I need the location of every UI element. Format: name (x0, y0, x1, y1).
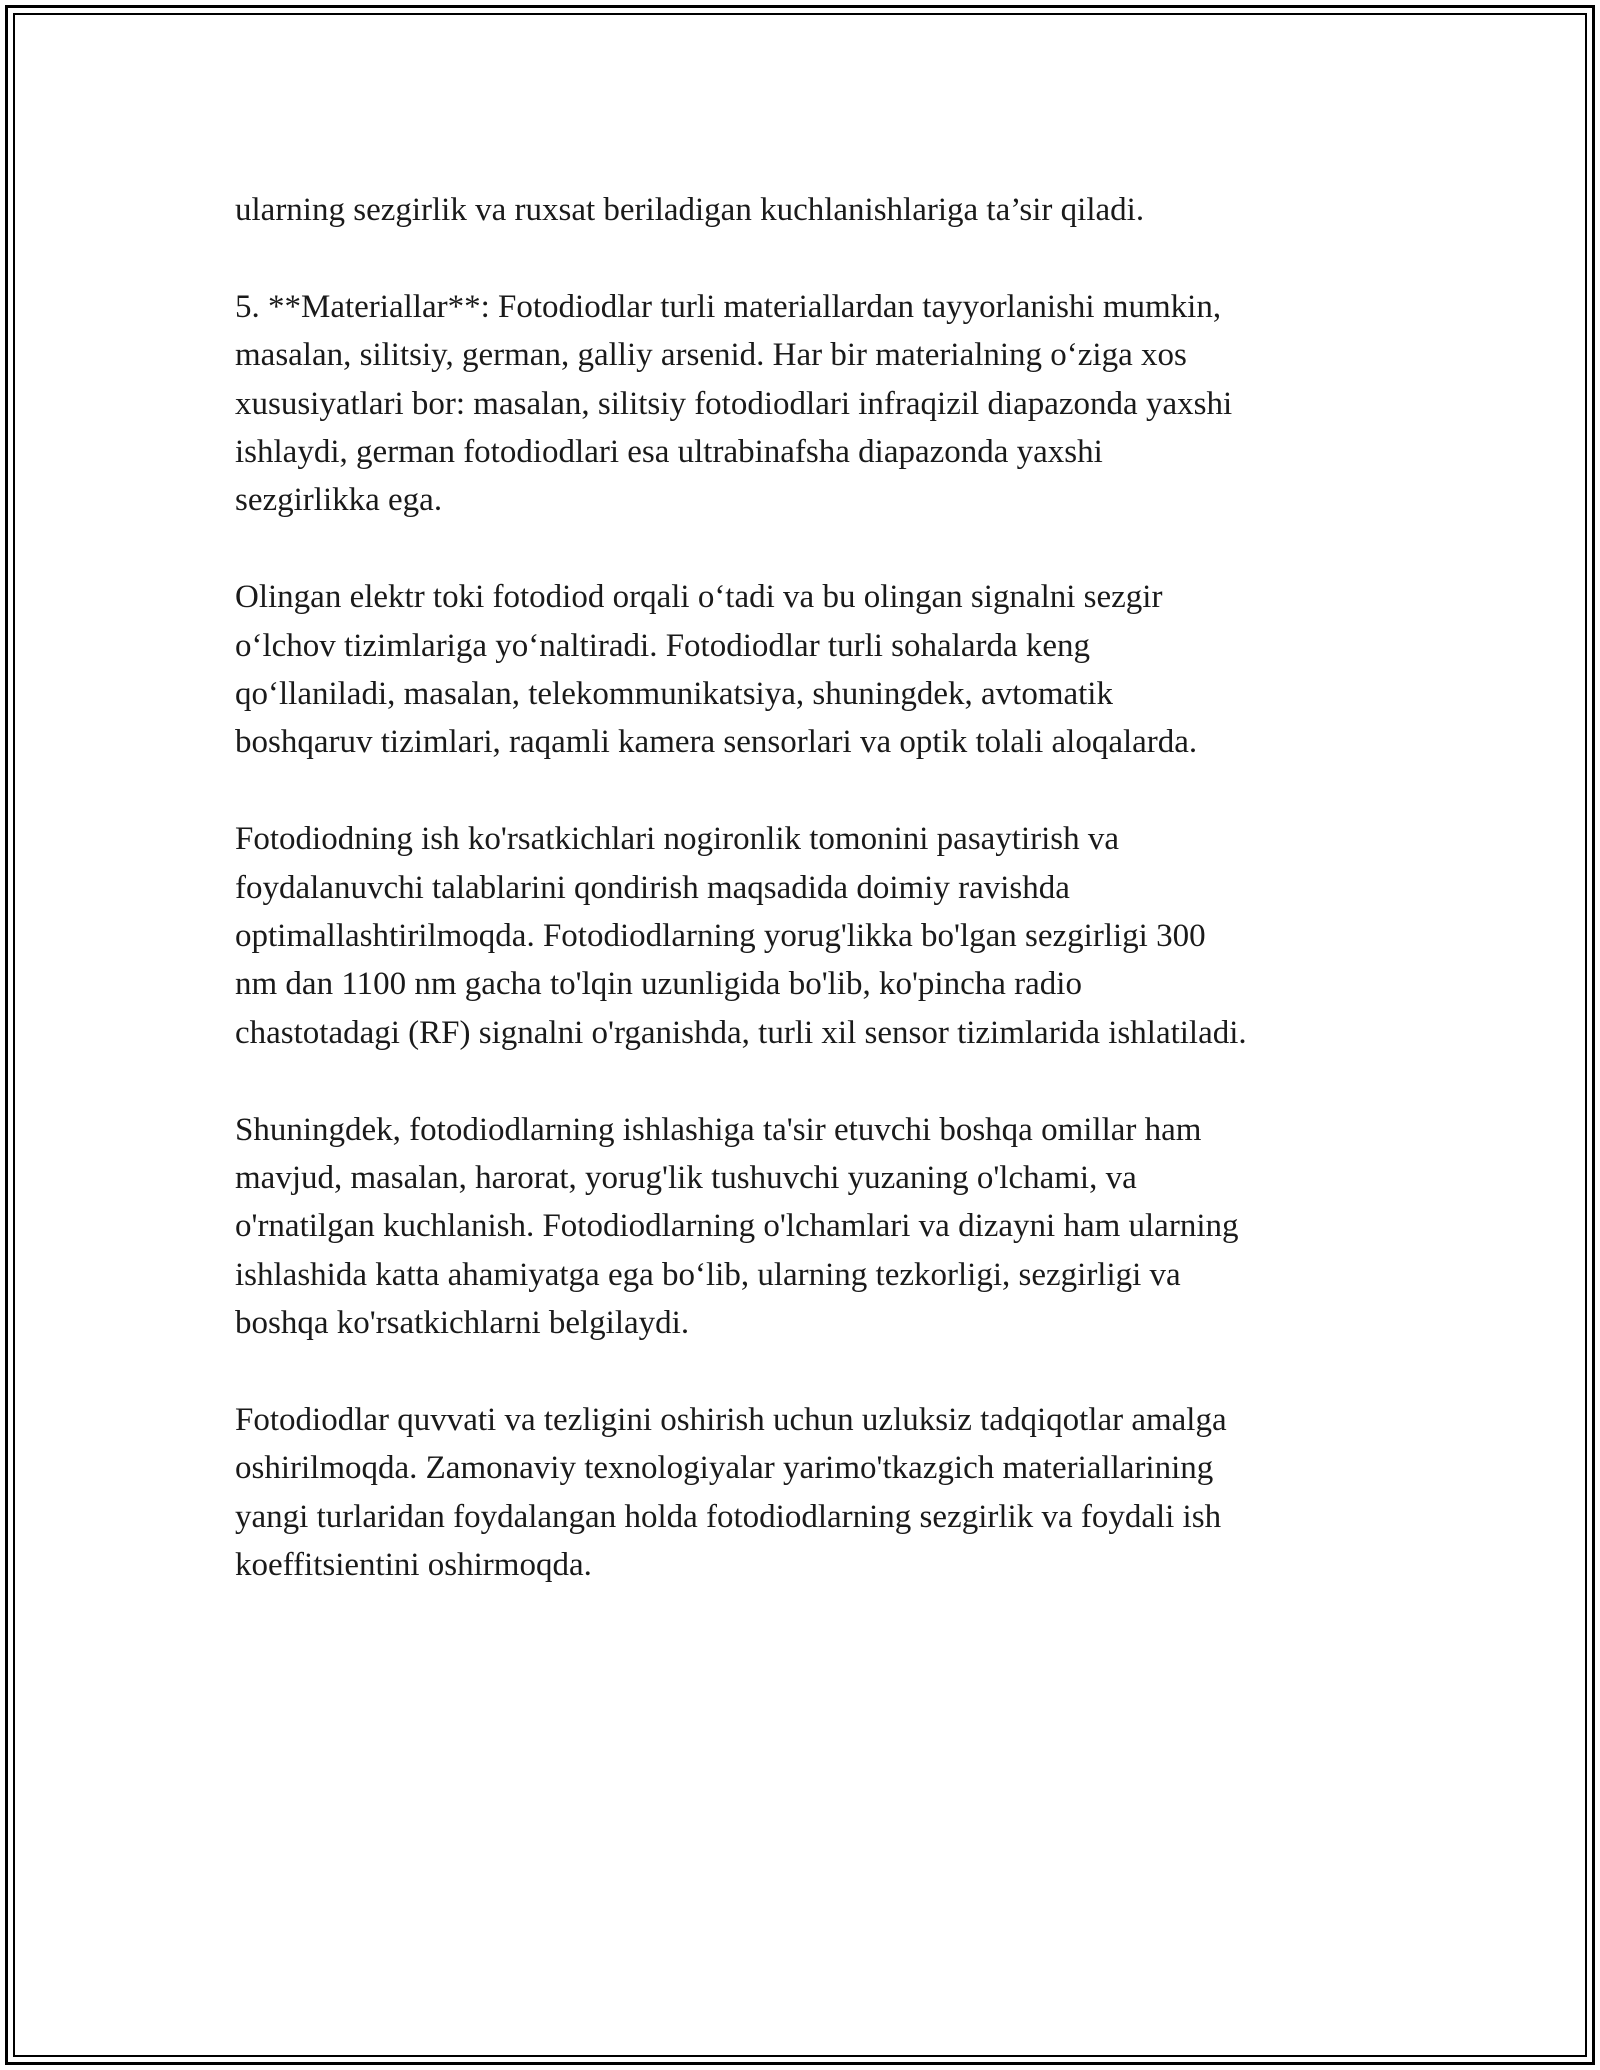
paragraph-electric-current: Olingan elektr toki fotodiod orqali o‘tadi va bu olingan signalni sezgir o‘lchov tizimlariga yo‘naltiradi. Fotodiodlar turli sohalarda keng qo‘llaniladi, masalan, telekommunikatsiya, shuningdek, avtomatik boshqaruv tizimlari, raqamli kamera sensorlari va optik tolali aloqalarda. (235, 579, 1198, 761)
paragraph-materials: 5. **Materiallar**: Fotodiodlar turli materiallardan tayyorlanishi mumkin, masalan, silitsiy, german, galliy arsenid. Har bir materialning o‘ziga xos xususiyatlari bor: masalan, silitsiy fotodiodlari infraqizil diapazonda yaxshi ishlaydi, german fotodiodlari esa ultrabinafsha diapazonda yaxshi sezgirlikka ega. (235, 288, 1233, 519)
paragraph-other-factors: Shuningdek, fotodiodlarning ishlashiga ta'sir etuvchi boshqa omillar ham mavjud, masalan, harorat, yorug'lik tushuvchi yuzaning o'lchami, va o'rnatilgan kuchlanish. Fotodiodlarning o'lchamlari va dizayni ham ularning ishlashida katta ahamiyatga ega bo‘lib, ularning tezkorligi, sezgirligi va boshqa ko'rsatkichlarni belgilaydi. (235, 1111, 1239, 1342)
paragraph-continuation: ularning sezgirlik va ruxsat beriladigan kuchlanishlariga ta’sir qiladi. (235, 192, 1145, 228)
paragraph-research: Fotodiodlar quvvati va tezligini oshirish uchun uzluksiz tadqiqotlar amalga oshirilmoqda. Zamonaviy texnologiyalar yarimo'tkazgich materiallarining yangi turlaridan foydalangan holda fotodiodlarning sezgirlik va foydali ish koeffitsientini oshirmoqda. (235, 1402, 1227, 1584)
document-body (235, 186, 1375, 1638)
paragraph-performance: Fotodiodning ish ko'rsatkichlari nogironlik tomonini pasaytirish va foydalanuvchi talablarini qondirish maqsadida doimiy ravishda optimallashtirilmoqda. Fotodiodlarning yorug'likka bo'lgan sezgirligi 300 nm dan 1100 nm gacha to'lqin uzunligida bo'lib, ko'pincha radio chastotadagi (RF) signalni o'rganishda, turli xil sensor tizimlarida ishlatiladi. (235, 821, 1247, 1051)
